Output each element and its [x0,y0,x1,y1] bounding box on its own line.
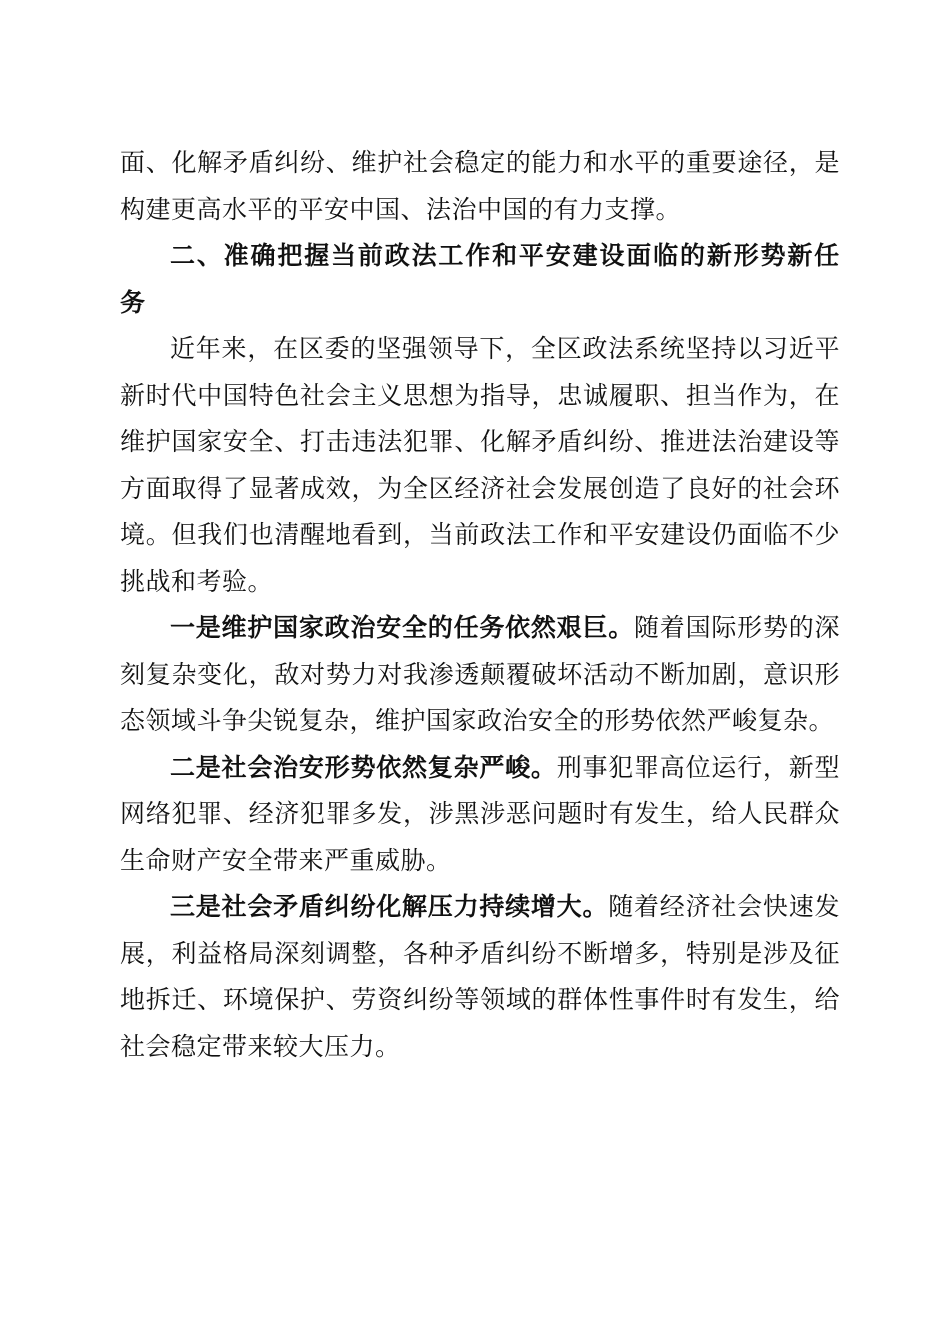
point-body-2: 刑事犯罪高位运行，新型网络犯罪、经济犯罪多发，涉黑涉恶问题时有发生，给人民群众生命财产安全带来严重威胁。 [120,752,840,875]
point-lead-2: 二是社会治安形势依然复杂严峻。 [170,752,557,782]
point-paragraph-2 [120,745,840,885]
section-heading: 二、准确把握当前政法工作和平安建设面临的新形势新任务 [120,241,840,317]
point-body-3: 随着经济社会快速发展，利益格局深刻调整，各种矛盾纠纷不断增多，特别是涉及征地拆迁、环境保护、劳资纠纷等领域的群体性事件时有发生，给社会稳定带来较大压力。 [120,892,840,1061]
document-body [120,140,840,1070]
intro-paragraph: 近年来，在区委的坚强领导下，全区政法系统坚持以习近平新时代中国特色社会主义思想为指导，忠诚履职、担当作为，在维护国家安全、打击违法犯罪、化解矛盾纠纷、推进法治建设等方面取得了显著成效，为全区经济社会发展创造了良好的社会环境。但我们也清醒地看到，当前政法工作和平安建设仍面临不少挑战和考验。 [120,334,840,596]
point-paragraph-3 [120,884,840,1070]
point-lead-1: 一是维护国家政治安全的任务依然艰巨。 [170,613,635,642]
point-lead-3: 三是社会矛盾纠纷化解压力持续增大。 [170,892,609,921]
point-paragraph-1 [120,605,840,745]
continuation-paragraph: 面、化解矛盾纠纷、维护社会稳定的能力和水平的重要途径，是构建更高水平的平安中国、法治中国的有力支撑。 [120,148,840,224]
point-body-1: 随着国际形势的深刻复杂变化，敌对势力对我渗透颠覆破坏活动不断加剧，意识形态领域斗争尖锐复杂，维护国家政治安全的形势依然严峻复杂。 [120,613,840,735]
